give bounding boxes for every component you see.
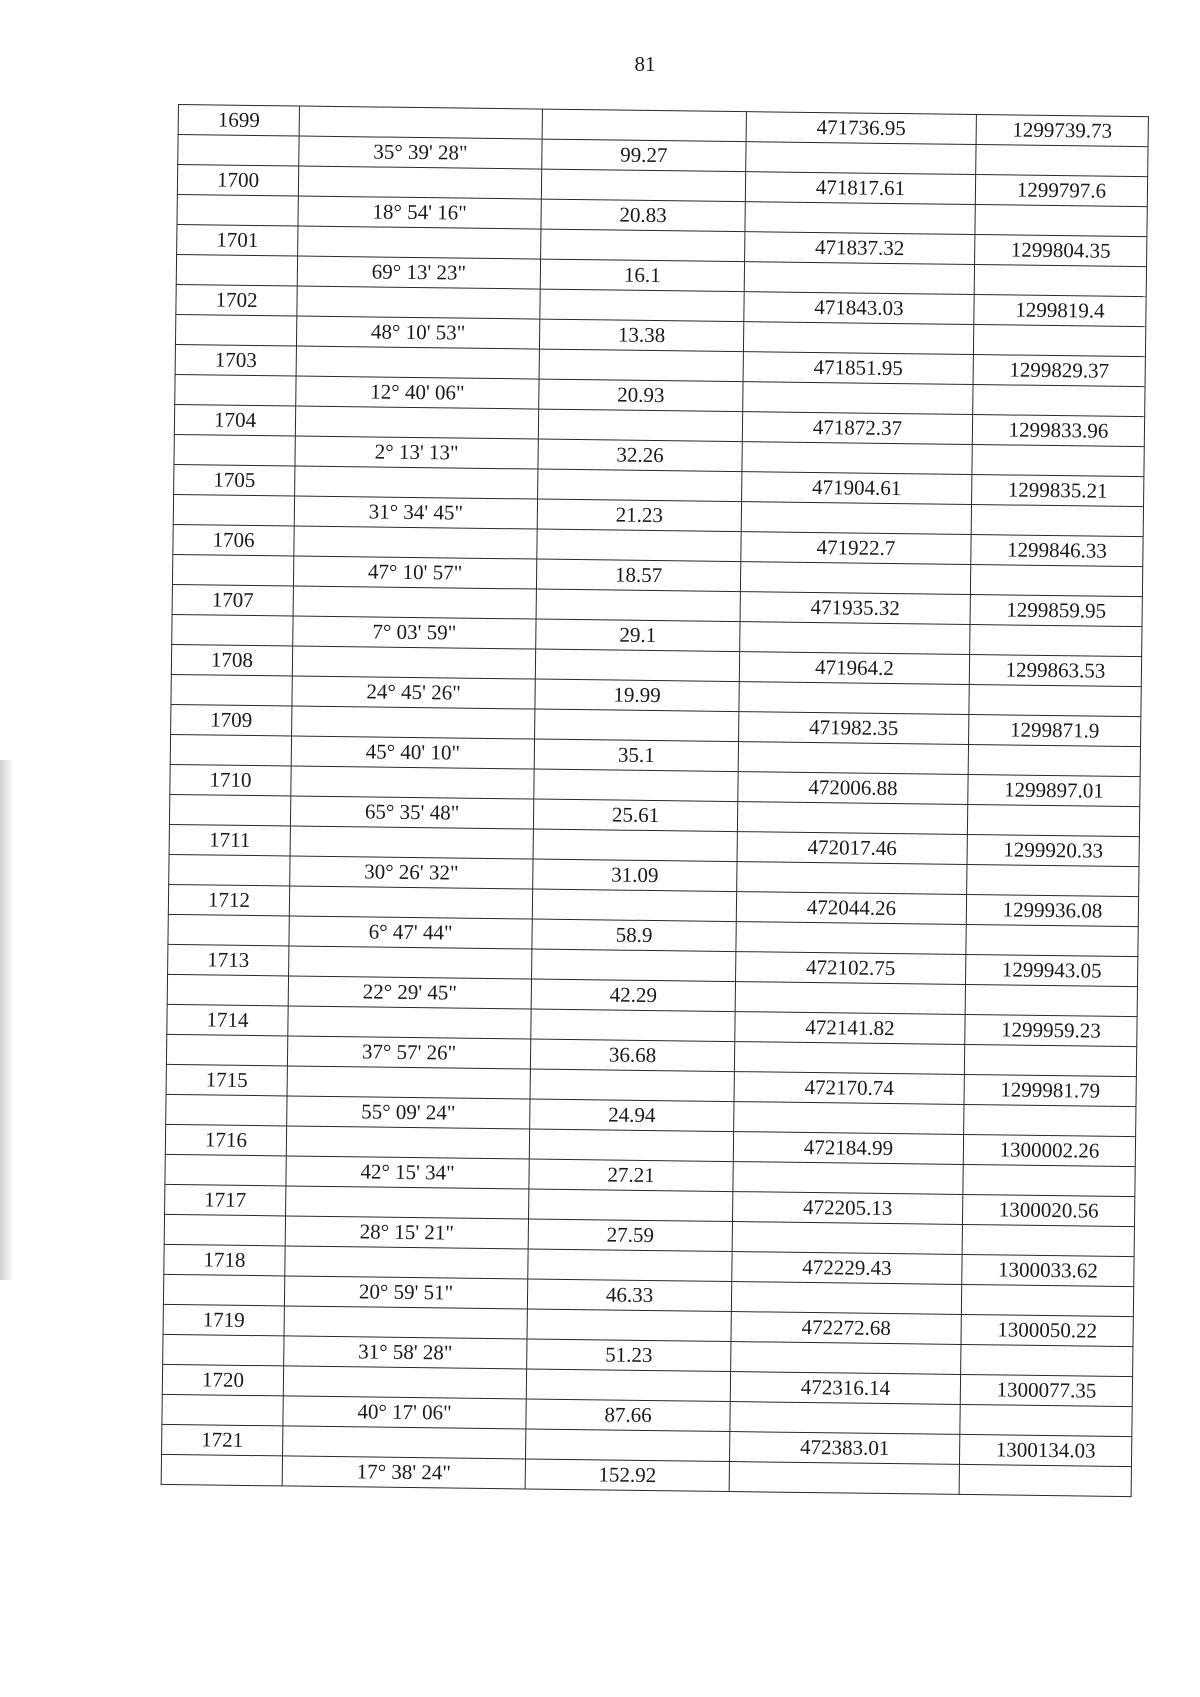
station-northing: 1300077.35: [960, 1374, 1132, 1406]
leg-point-empty: [174, 434, 295, 466]
station-bearing-empty: [288, 1006, 531, 1039]
station-northing: 1299859.95: [970, 594, 1142, 626]
leg-northing-empty: [976, 145, 1148, 177]
leg-point-empty: [178, 135, 299, 167]
station-distance-empty: [530, 1069, 734, 1102]
leg-easting-empty: [736, 922, 966, 955]
station-northing: 1299897.01: [968, 774, 1140, 806]
station-bearing-empty: [295, 406, 538, 439]
leg-easting-empty: [731, 1342, 961, 1375]
leg-easting-empty: [729, 1462, 959, 1495]
station-point-id: 1716: [165, 1124, 286, 1156]
leg-distance: 20.83: [541, 199, 745, 232]
station-easting: 472006.88: [738, 772, 968, 805]
station-easting: 472316.14: [730, 1372, 960, 1405]
station-point-id: 1710: [170, 764, 291, 796]
leg-easting-empty: [733, 1162, 963, 1195]
station-point-id: 1713: [168, 944, 289, 976]
station-easting: 471817.61: [745, 172, 975, 205]
station-easting: 472184.99: [733, 1132, 963, 1165]
leg-northing-empty: [966, 924, 1138, 956]
leg-point-empty: [175, 314, 296, 346]
leg-point-empty: [168, 914, 289, 946]
leg-easting-empty: [731, 1282, 961, 1315]
station-northing: 1300134.03: [959, 1434, 1131, 1466]
station-bearing-empty: [291, 766, 534, 799]
station-point-id: 1714: [167, 1004, 288, 1036]
station-easting: 472017.46: [737, 832, 967, 865]
leg-distance: 51.23: [527, 1339, 731, 1372]
station-easting: 472141.82: [735, 1012, 965, 1045]
leg-distance: 46.33: [527, 1279, 731, 1312]
leg-northing-empty: [960, 1404, 1132, 1436]
station-distance-empty: [537, 529, 741, 562]
leg-point-empty: [166, 1094, 287, 1126]
leg-easting-empty: [734, 1042, 964, 1075]
station-northing: 1299835.21: [972, 475, 1144, 507]
scan-edge-shadow: [0, 760, 14, 1280]
station-northing: 1299804.35: [975, 235, 1147, 267]
station-northing: 1300020.56: [962, 1194, 1134, 1226]
station-bearing-empty: [285, 1246, 528, 1279]
leg-distance: 16.1: [540, 259, 744, 292]
leg-point-empty: [161, 1454, 282, 1486]
leg-easting-empty: [734, 1102, 964, 1135]
leg-easting-empty: [743, 322, 973, 355]
leg-northing-empty: [974, 265, 1146, 297]
station-point-id: 1718: [164, 1244, 285, 1276]
leg-distance: 35.1: [534, 739, 738, 772]
leg-bearing: 6° 47' 44": [289, 916, 532, 949]
station-northing: 1299846.33: [971, 535, 1143, 567]
leg-bearing: 12° 40' 06": [296, 376, 539, 409]
station-point-id: 1720: [162, 1364, 283, 1396]
leg-point-empty: [172, 614, 293, 646]
station-bearing-empty: [294, 526, 537, 559]
station-bearing-empty: [298, 166, 541, 199]
station-bearing-empty: [289, 886, 532, 919]
station-distance-empty: [533, 829, 737, 862]
survey-table-container: [161, 104, 1148, 1497]
station-point-id: 1699: [178, 105, 299, 137]
leg-northing-empty: [970, 564, 1142, 596]
station-distance-empty: [535, 649, 739, 682]
leg-northing-empty: [959, 1464, 1131, 1496]
station-distance-empty: [540, 289, 744, 322]
leg-easting-empty: [735, 982, 965, 1015]
station-distance-empty: [536, 589, 740, 622]
station-easting: 471964.2: [739, 652, 969, 685]
station-easting: 472102.75: [736, 952, 966, 985]
leg-bearing: 31° 34' 45": [294, 496, 537, 529]
station-distance-empty: [541, 229, 745, 262]
station-point-id: 1715: [166, 1064, 287, 1096]
station-distance-empty: [539, 349, 743, 382]
leg-distance: 29.1: [536, 619, 740, 652]
station-distance-empty: [532, 889, 736, 922]
station-easting: 471872.37: [742, 412, 972, 445]
leg-easting-empty: [744, 262, 974, 295]
leg-distance: 19.99: [535, 679, 739, 712]
leg-easting-empty: [740, 562, 970, 595]
survey-table-body: [161, 105, 1148, 1497]
station-bearing-empty: [293, 586, 536, 619]
station-point-id: 1703: [175, 344, 296, 376]
leg-distance: 99.27: [542, 139, 746, 172]
leg-distance: 87.66: [526, 1399, 730, 1432]
leg-easting-empty: [742, 442, 972, 475]
leg-bearing: 7° 03' 59": [293, 616, 536, 649]
leg-distance: 24.94: [530, 1099, 734, 1132]
leg-distance: 42.29: [531, 979, 735, 1012]
leg-bearing: 65° 35' 48": [290, 796, 533, 829]
leg-easting-empty: [737, 802, 967, 835]
station-easting: 472170.74: [734, 1072, 964, 1105]
station-distance-empty: [529, 1189, 733, 1222]
leg-bearing: 24° 45' 26": [292, 676, 535, 709]
station-easting: 471922.7: [741, 532, 971, 565]
station-bearing-empty: [289, 946, 532, 979]
station-distance-empty: [542, 109, 746, 142]
station-northing: 1299959.23: [965, 1014, 1137, 1046]
station-bearing-empty: [286, 1126, 529, 1159]
station-point-id: 1721: [162, 1424, 283, 1456]
station-distance-empty: [527, 1309, 731, 1342]
station-distance-empty: [534, 769, 738, 802]
station-point-id: 1705: [174, 464, 295, 496]
leg-bearing: 40° 17' 06": [283, 1396, 526, 1429]
station-northing: 1299833.96: [972, 415, 1144, 447]
station-distance-empty: [529, 1129, 733, 1162]
leg-bearing: 17° 38' 24": [282, 1456, 525, 1489]
leg-easting-empty: [743, 382, 973, 415]
station-easting: 472229.43: [732, 1252, 962, 1285]
station-easting: 471982.35: [739, 712, 969, 745]
station-bearing-empty: [292, 646, 535, 679]
leg-northing-empty: [971, 505, 1143, 537]
leg-northing-empty: [968, 744, 1140, 776]
leg-point-empty: [164, 1214, 285, 1246]
station-northing: 1299797.6: [975, 175, 1147, 207]
leg-point-empty: [177, 194, 298, 226]
station-easting: 472383.01: [729, 1432, 959, 1465]
leg-northing-empty: [972, 445, 1144, 477]
leg-bearing: 42° 15' 34": [286, 1156, 529, 1189]
station-distance-empty: [531, 1009, 735, 1042]
leg-easting-empty: [740, 622, 970, 655]
leg-northing-empty: [965, 984, 1137, 1016]
leg-distance: 36.68: [530, 1039, 734, 1072]
leg-northing-empty: [970, 624, 1142, 656]
leg-point-empty: [173, 494, 294, 526]
leg-distance: 18.57: [536, 559, 740, 592]
station-easting: 471935.32: [740, 592, 970, 625]
station-point-id: 1704: [174, 404, 295, 436]
page-number: 81: [634, 52, 656, 76]
station-distance-empty: [541, 169, 745, 202]
leg-bearing: 18° 54' 16": [298, 196, 541, 229]
leg-bearing: 45° 40' 10": [291, 736, 534, 769]
leg-northing-empty: [964, 1044, 1136, 1076]
leg-bearing: 31° 58' 28": [284, 1336, 527, 1369]
station-bearing-empty: [286, 1186, 529, 1219]
leg-distance: 20.93: [539, 379, 743, 412]
station-northing: 1299920.33: [967, 834, 1139, 866]
leg-point-empty: [176, 254, 297, 286]
leg-point-empty: [167, 974, 288, 1006]
station-distance-empty: [532, 949, 736, 982]
leg-distance: 32.26: [538, 439, 742, 472]
station-bearing-empty: [296, 346, 539, 379]
station-bearing-empty: [292, 706, 535, 739]
leg-easting-empty: [732, 1222, 962, 1255]
leg-distance: 27.59: [528, 1219, 732, 1252]
leg-distance: 13.38: [539, 319, 743, 352]
leg-bearing: 22° 29' 45": [288, 976, 531, 1009]
leg-distance: 25.61: [533, 799, 737, 832]
station-distance-empty: [526, 1369, 730, 1402]
station-easting: 471904.61: [742, 472, 972, 505]
leg-northing-empty: [973, 385, 1145, 417]
survey-coordinates-table: [161, 104, 1149, 1497]
station-bearing-empty: [299, 106, 542, 139]
leg-distance: 27.21: [529, 1159, 733, 1192]
station-point-id: 1717: [165, 1184, 286, 1216]
station-northing: 1300002.26: [963, 1134, 1135, 1166]
leg-northing-empty: [961, 1344, 1133, 1376]
leg-easting-empty: [745, 202, 975, 235]
leg-northing-empty: [967, 804, 1139, 836]
station-bearing-empty: [290, 826, 533, 859]
leg-northing-empty: [975, 205, 1147, 237]
leg-northing-empty: [961, 1284, 1133, 1316]
leg-easting-empty: [730, 1402, 960, 1435]
leg-distance: 21.23: [537, 499, 741, 532]
station-easting: 472044.26: [736, 892, 966, 925]
leg-point-empty: [166, 1034, 287, 1066]
station-easting: 471843.03: [744, 292, 974, 325]
station-northing: 1299936.08: [966, 894, 1138, 926]
leg-bearing: 55° 09' 24": [287, 1096, 530, 1129]
station-point-id: 1709: [171, 704, 292, 736]
station-northing: 1299863.53: [969, 654, 1141, 686]
leg-easting-empty: [737, 862, 967, 895]
leg-distance: 31.09: [533, 859, 737, 892]
station-bearing-empty: [283, 1366, 526, 1399]
station-easting: 471736.95: [746, 112, 976, 145]
leg-easting-empty: [741, 502, 971, 535]
leg-northing-empty: [962, 1224, 1134, 1256]
station-northing: 1299739.73: [976, 115, 1148, 147]
leg-northing-empty: [969, 684, 1141, 716]
station-point-id: 1702: [176, 284, 297, 316]
leg-bearing: 20° 59' 51": [284, 1276, 527, 1309]
leg-bearing: 2° 13' 13": [295, 436, 538, 469]
leg-easting-empty: [738, 742, 968, 775]
leg-northing-empty: [973, 325, 1145, 357]
station-bearing-empty: [283, 1426, 526, 1459]
station-easting: 472205.13: [733, 1192, 963, 1225]
leg-bearing: 48° 10' 53": [296, 316, 539, 349]
station-distance-empty: [538, 409, 742, 442]
leg-northing-empty: [963, 1164, 1135, 1196]
leg-point-empty: [172, 554, 293, 586]
leg-point-empty: [170, 734, 291, 766]
station-northing: 1300050.22: [961, 1314, 1133, 1346]
station-bearing-empty: [295, 466, 538, 499]
station-distance-empty: [526, 1429, 730, 1462]
station-point-id: 1706: [173, 524, 294, 556]
station-distance-empty: [535, 709, 739, 742]
station-northing: 1300033.62: [962, 1254, 1134, 1286]
leg-point-empty: [165, 1154, 286, 1186]
station-northing: 1299829.37: [973, 355, 1145, 387]
station-bearing-empty: [284, 1306, 527, 1339]
leg-bearing: 37° 57' 26": [287, 1036, 530, 1069]
leg-bearing: 47° 10' 57": [293, 556, 536, 589]
leg-point-empty: [169, 794, 290, 826]
leg-northing-empty: [964, 1104, 1136, 1136]
station-point-id: 1700: [177, 165, 298, 197]
leg-bearing: 28° 15' 21": [285, 1216, 528, 1249]
leg-northing-empty: [967, 864, 1139, 896]
station-easting: 472272.68: [731, 1312, 961, 1345]
leg-point-empty: [162, 1394, 283, 1426]
leg-distance: 152.92: [525, 1459, 729, 1492]
station-point-id: 1712: [168, 884, 289, 916]
station-point-id: 1719: [163, 1304, 284, 1336]
station-distance-empty: [538, 469, 742, 502]
leg-point-empty: [175, 374, 296, 406]
leg-easting-empty: [746, 142, 976, 175]
station-point-id: 1707: [172, 584, 293, 616]
leg-bearing: 69° 13' 23": [297, 256, 540, 289]
station-easting: 471851.95: [743, 352, 973, 385]
station-distance-empty: [528, 1249, 732, 1282]
station-bearing-empty: [287, 1066, 530, 1099]
leg-easting-empty: [739, 682, 969, 715]
leg-bearing: 35° 39' 28": [299, 136, 542, 169]
leg-point-empty: [163, 1274, 284, 1306]
station-point-id: 1708: [171, 644, 292, 676]
station-northing: 1299819.4: [974, 295, 1146, 327]
station-bearing-empty: [297, 286, 540, 319]
station-easting: 471837.32: [745, 232, 975, 265]
leg-distance: 58.9: [532, 919, 736, 952]
station-northing: 1299871.9: [969, 714, 1141, 746]
station-point-id: 1701: [177, 224, 298, 256]
station-point-id: 1711: [169, 824, 290, 856]
station-bearing-empty: [298, 226, 541, 259]
leg-point-empty: [169, 854, 290, 886]
station-northing: 1299981.79: [964, 1074, 1136, 1106]
station-northing: 1299943.05: [965, 954, 1137, 986]
leg-bearing: 30° 26' 32": [290, 856, 533, 889]
leg-point-empty: [171, 674, 292, 706]
leg-point-empty: [163, 1334, 284, 1366]
